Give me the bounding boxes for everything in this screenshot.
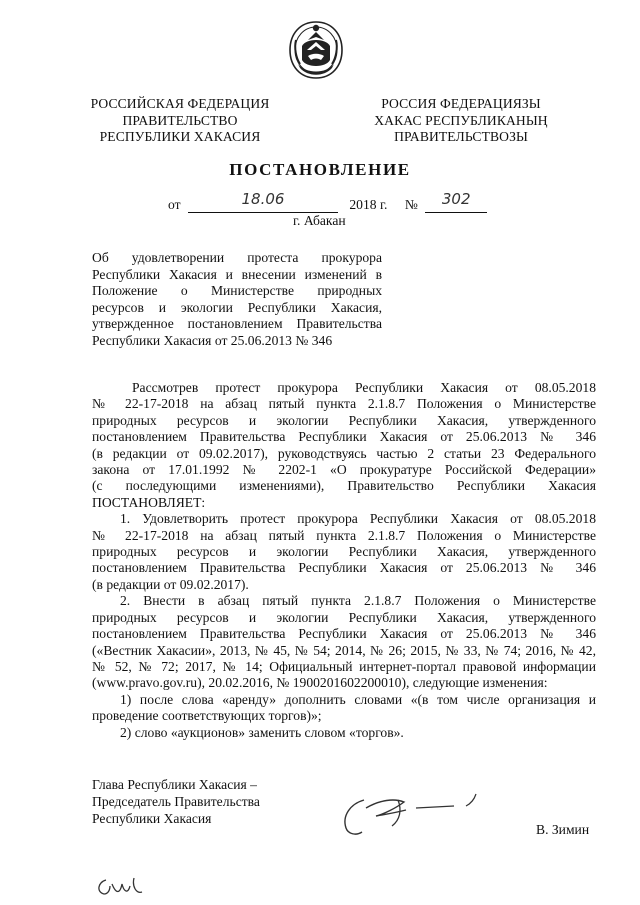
signature-mark [336,786,496,842]
header-right-line: ХАКАС РЕСПУБЛИКАНЫҢ [374,112,548,128]
body-line: природных ресурсов и экологии Республики Хакасия, утвержденного [92,412,596,428]
sub-item-2-paragraph [92,725,596,741]
date-prefix: от [168,197,181,212]
number-value: 302 [441,190,471,208]
header-left-line: РОССИЙСКАЯ ФЕДЕРАЦИЯ [90,96,270,111]
body-line: проведение соответствующих торгов)»; [92,708,322,724]
signatory-title-line: Республики Хакасия [92,811,212,826]
body-line: 2) слово «аукционов» заменить словом «торгов». [120,724,404,740]
document-title: ПОСТАНОВЛЕНИЕ [229,160,411,179]
subject-block [92,250,382,350]
body-line: 1. Удовлетворить протест прокурора Республики Хакасия от 08.05.2018 [120,511,596,527]
signatory-name: В. Зимин [536,822,590,837]
subject-line: ресурсов и экологии Республики Хакасия, [92,299,382,315]
body-line: постановлением Правительства Республики Хакасия от 25.06.2013 № 346 [92,429,596,445]
subject-line: Положение о Министерстве природных [92,283,382,299]
body-line: Рассмотрев протест прокурора Республики Хакасия от 08.05.2018 [132,380,596,395]
body-line: («Вестник Хакасии», 2013, № 45, № 54; 2014, № 26; 2015, № 33, № 74; 2016, № 42, [92,642,596,658]
signatory-title [92,776,260,827]
body-line: (www.pravo.gov.ru), 20.02.2016, № 1900201602200010), следующие изменения: [92,675,548,691]
date-value: 18.06 [241,190,285,208]
header-left-line: РЕСПУБЛИКИ ХАКАСИЯ [99,129,261,144]
coat-of-arms-icon [288,20,344,80]
sub-item-1-paragraph [92,692,596,725]
body-line: № 22-17-2018 на абзац пятый пункта 2.1.8.7 Положения о Министерстве [92,396,596,412]
body-line: (в редакции от 09.02.2017), руководствуясь частью 2 статьи 23 Федерального [92,445,596,461]
initials-mark [92,872,152,900]
document-body [92,380,596,741]
body-line: ПОСТАНОВЛЯЕТ: [92,494,206,510]
body-line: природных ресурсов и экологии Республики Хакасия, утвержденного [92,544,596,560]
preamble-paragraph [92,380,596,511]
subject-line: Об удовлетворении протеста прокурора [92,250,382,265]
signatory-title-line: Глава Республики Хакасия – [92,777,257,792]
body-line: 2. Внести в абзац пятый пункта 2.1.8.7 Положения о Министерстве [120,593,596,609]
item-2-paragraph [92,593,596,691]
signatory-title-line: Председатель Правительства [92,794,260,809]
body-line: постановлением Правительства Республики Хакасия от 25.06.2013 № 346 [92,626,596,642]
body-line: (с последующими изменениями), Правительство Республики Хакасия [92,478,596,494]
body-line: 1) после слова «аренду» дополнить словами «(в том числе организация и [120,691,596,707]
header-left-line: ПРАВИТЕЛЬСТВО [122,112,238,128]
date-year: 2018 г. [349,197,388,212]
header-left [80,96,280,146]
body-line: (в редакции от 09.02.2017). [92,576,249,592]
body-line: № 52, № 72; 2017, № 14; Официальный интернет-портал правовой информации [92,658,596,674]
body-line: закона от 17.01.1992 № 2202-1 «О прокуратуре Российской Федерации» [92,462,596,478]
item-1-paragraph [92,511,596,593]
number-field [425,190,487,213]
subject-line: Республики Хакасия от 25.06.2013 № 346 [92,332,333,348]
subject-line: утвержденное постановлением Правительства [92,316,382,332]
header-right [356,96,566,146]
date-field [188,190,338,213]
number-label: № [404,197,418,212]
subject-line: Республики Хакасия и внесении изменений в [92,266,382,282]
city: г. Абакан [293,213,346,228]
body-line: постановлением Правительства Республики Хакасия от 25.06.2013 № 346 [92,560,596,576]
body-line: № 22-17-2018 на абзац пятый пункта 2.1.8.7 Положения о Министерстве [92,527,596,543]
body-line: природных ресурсов и экологии Республики Хакасия, утвержденного [92,609,596,625]
header-right-line: РОССИЯ ФЕДЕРАЦИЯЗЫ [381,96,541,111]
header-right-line: ПРАВИТЕЛЬСТВОЗЫ [394,129,528,144]
